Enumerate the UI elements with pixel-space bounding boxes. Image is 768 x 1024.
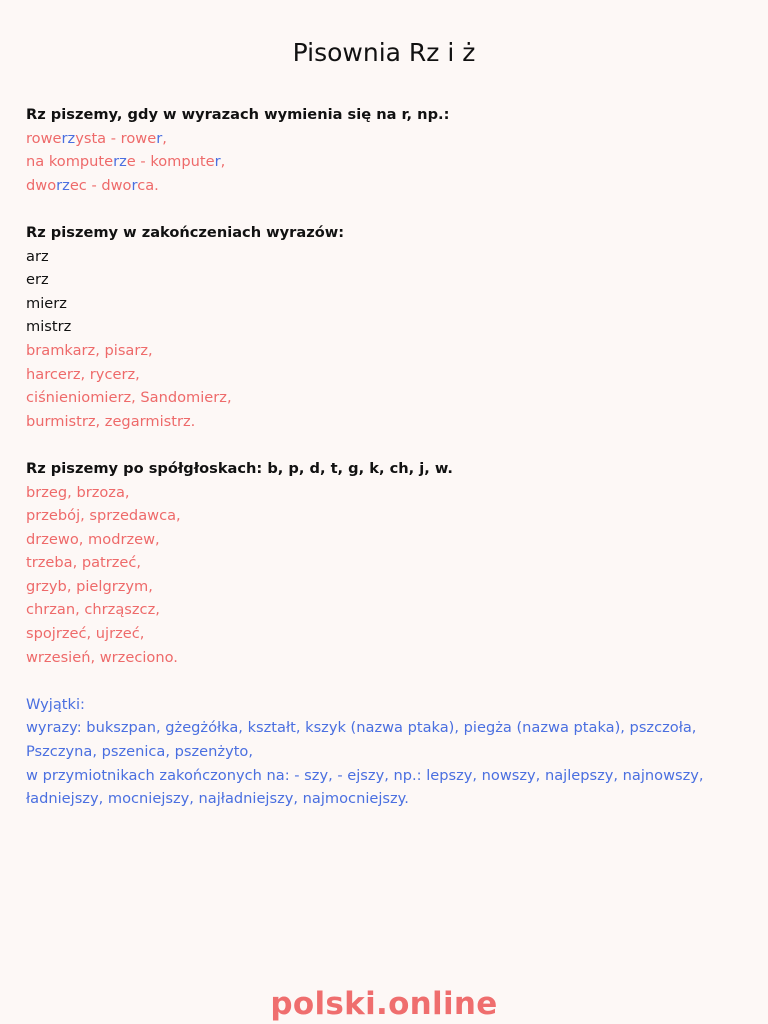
example-segment: dwo bbox=[26, 176, 57, 194]
ending-item: arz bbox=[26, 247, 49, 265]
example-line: brzeg, brzoza, bbox=[26, 483, 130, 501]
example-segment: rz bbox=[61, 129, 76, 147]
example-segment: rz bbox=[56, 176, 70, 194]
example-line: wrzesień, wrzeciono. bbox=[26, 648, 178, 666]
example-line bbox=[26, 127, 746, 151]
example-line: drzewo, modrzew, bbox=[26, 530, 160, 548]
section1-heading: Rz piszemy, gdy w wyrazach wymienia się na r, np.: bbox=[26, 106, 450, 123]
exception-line: ładniejszy, mocniejszy, najładniejszy, najmocniejszy. bbox=[26, 790, 409, 808]
example-line: harcerz, rycerz, bbox=[26, 365, 140, 383]
example-segment: e - kompute bbox=[126, 153, 215, 171]
example-segment: ca. bbox=[137, 176, 159, 194]
exception-line: Pszczyna, pszenica, pszenżyto, bbox=[26, 743, 253, 761]
exception-line: wyrazy: bukszpan, gżegżółka, kształt, kszyk (nazwa ptaka), piegża (nazwa ptaka), pszczoła, bbox=[26, 719, 697, 737]
example-line: trzeba, patrzeć, bbox=[26, 554, 142, 572]
example-line: burmistrz, zegarmistrz. bbox=[26, 412, 196, 430]
example-segment: ysta - rowe bbox=[75, 129, 157, 147]
exceptions-heading: Wyjątki: bbox=[26, 695, 85, 713]
example-line bbox=[26, 174, 746, 198]
content bbox=[26, 103, 746, 811]
exception-line: w przymiotnikach zakończonych na: - szy, - ejszy, np.: lepszy, nowszy, najlepszy, najnowszy, bbox=[26, 766, 704, 784]
example-segment: rz bbox=[113, 153, 127, 171]
example-segment: r bbox=[214, 153, 221, 171]
section2-heading: Rz piszemy w zakończeniach wyrazów: bbox=[26, 223, 345, 241]
example-segment: rowe bbox=[26, 129, 62, 147]
example-segment: na kompute bbox=[26, 153, 114, 171]
example-line bbox=[26, 150, 746, 174]
example-segment: r bbox=[131, 176, 138, 194]
example-line: przebój, sprzedawca, bbox=[26, 507, 181, 525]
example-line: bramkarz, pisarz, bbox=[26, 341, 153, 359]
example-line: spojrzeć, ujrzeć, bbox=[26, 625, 145, 643]
example-segment: , bbox=[220, 153, 226, 171]
example-segment: r bbox=[156, 129, 163, 147]
ending-item: erz bbox=[26, 271, 49, 289]
example-line: grzyb, pielgrzym, bbox=[26, 577, 153, 595]
ending-item: mierz bbox=[26, 294, 67, 312]
example-line: chrzan, chrząszcz, bbox=[26, 601, 160, 619]
example-segment: ec - dwo bbox=[69, 176, 132, 194]
ending-item: mistrz bbox=[26, 318, 72, 336]
example-segment: , bbox=[162, 129, 167, 147]
section1-examples bbox=[26, 127, 746, 198]
brand-logo-text: polski.online bbox=[270, 986, 498, 1022]
section3-heading: Rz piszemy po spółgłoskach: b, p, d, t, g, k, ch, j, w. bbox=[26, 459, 453, 477]
page-title: Pisownia Rz i ż bbox=[292, 38, 476, 67]
example-line: ciśnieniomierz, Sandomierz, bbox=[26, 389, 232, 407]
